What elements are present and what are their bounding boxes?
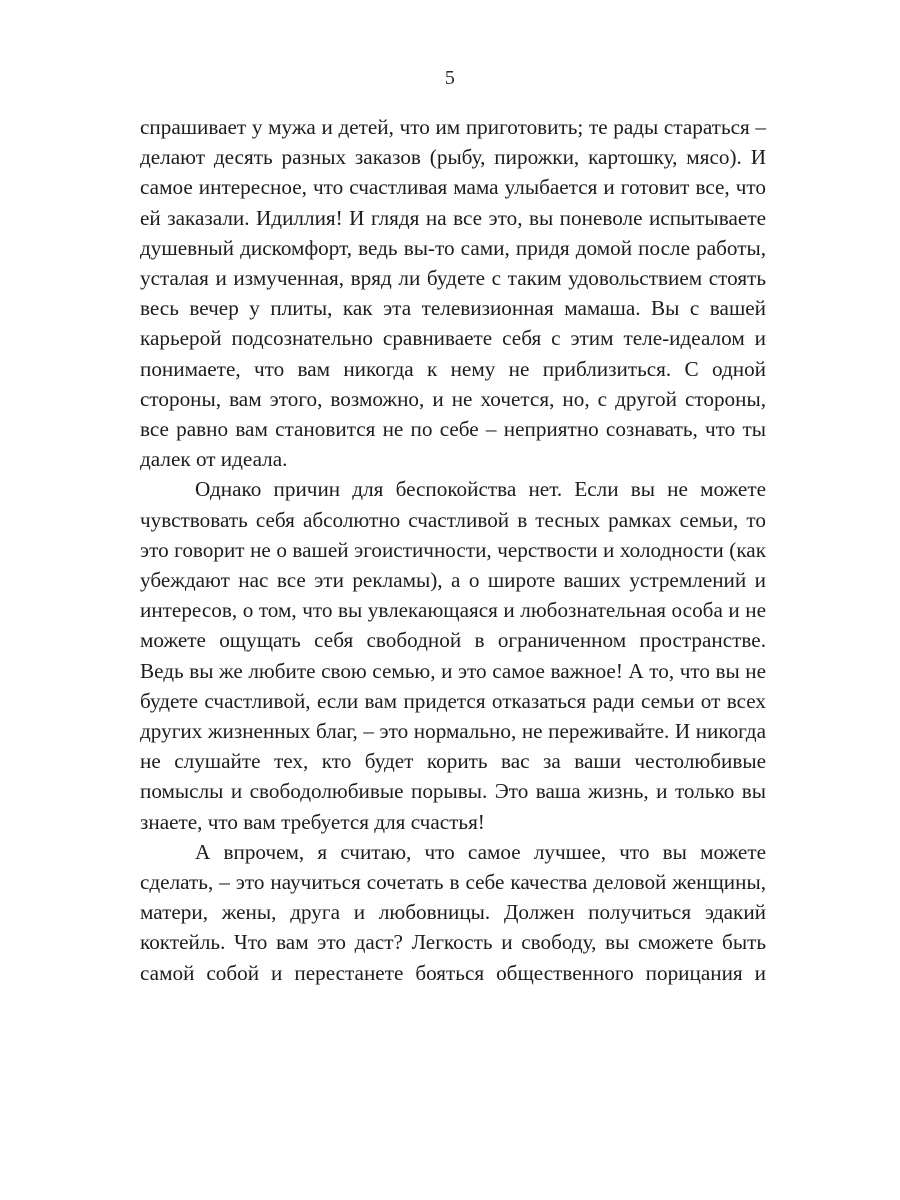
page-number: 5 (444, 67, 456, 89)
body-paragraph: А впрочем, я считаю, что самое лучшее, что вы можете сделать, – это научиться сочетать в себе качества деловой женщины, матери, жены, друга и любовницы. Должен получиться эдакий коктейль. Что вам это даст? Легкость и свободу, вы сможете быть самой собой и перестанете бояться общественного порицания и (140, 839, 766, 985)
body-paragraph: Однако причин для беспокойства нет. Если вы не можете чувствовать себя абсолютно счастливой в тесных рамках семьи, то это говорит не о вашей эгоистичности, черствости и холодности (как убеждают нас все эти рекламы), а о широте ваших устремлений и интересов, о том, что вы увлекающаяся и любознательная особа и не можете ощущать себя свободной в ограниченном пространстве. Ведь вы же любите свою семью, и это самое важное! А то, что вы не будете счастливой, если вам придется отказаться ради семьи от всех других жизненных благ, – это нормально, не переживайте. И никогда не слушайте тех, кто будет корить вас за ваши честолюбивые помыслы и свободолюбивые порывы. Это ваша жизнь, и только вы знаете, что вам требуется для счастья! (140, 477, 766, 834)
body-text-block (140, 112, 766, 1018)
body-paragraph: спрашивает у мужа и детей, что им приготовить; те рады стараться – делают десять разных заказов (рыбу, пирожки, картошку, мясо). И самое интересное, что счастливая мама улыбается и готовит все, что ей заказали. Идиллия! И глядя на все это, вы поневоле испытываете душевный дискомфорт, ведь вы-то сами, придя домой после работы, усталая и измученная, вряд ли будете с таким удовольствием стоять весь вечер у плиты, как эта телевизионная мамаша. Вы с вашей карьерой подсознательно сравниваете себя с этим теле-идеалом и понимаете, что вам никогда к нему не приблизиться. С одной стороны, вам этого, возможно, и не хочется, но, с другой стороны, все равно вам становится не по себе – неприятно сознавать, что ты далек от идеала. (140, 115, 766, 472)
